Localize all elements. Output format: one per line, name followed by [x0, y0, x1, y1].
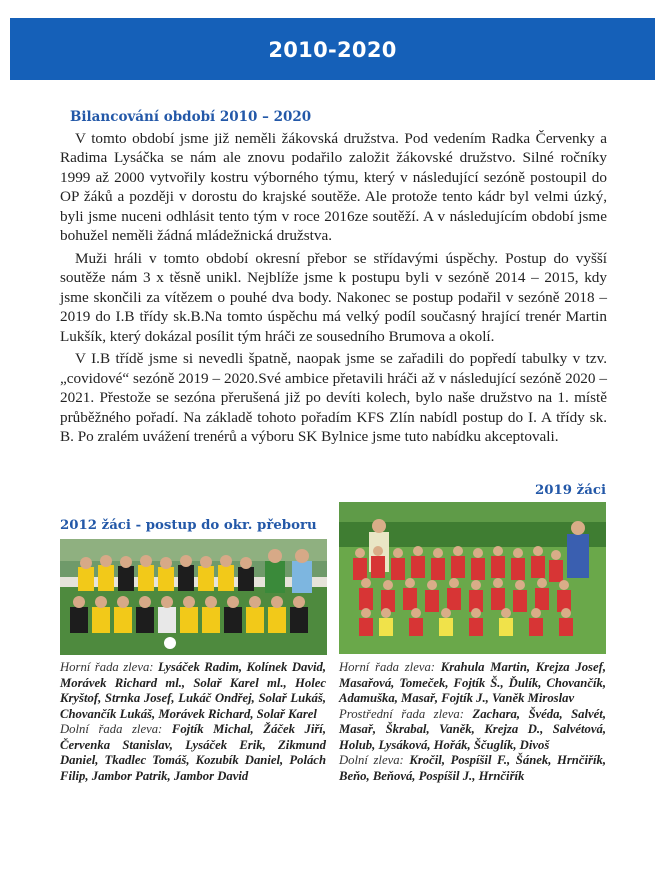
caption-row [339, 660, 606, 707]
caption-row-names: Zachara, Švéda, Salvét, Masař, Škrabal, Vaněk, Krejza D., Salvétová, Holub, Lysáková, Hořák, Ščuglík, Divoš [339, 706, 606, 752]
caption-row-label: Horní řada zleva: [339, 660, 436, 674]
caption-2012 [60, 660, 326, 784]
caption-row [60, 660, 326, 722]
paragraph: V I.B třídě jsme si nevedli špatně, naopak jsme se zařadili do popředí tabulky v tzv. „covidové“ sezóně 2019 – 2020.Své ambice přetavili hráči až v následující sezóně 2020 – 2021. Přestože se sezóna přerušená již po devíti kolech, bylo naše družstvo na 1. místě průběžného pořadí. Na základě tohoto pořadím KFS Zlín nabídl postup do I. A třídy sk. B. Po zralém uvážení trenérů a výboru SK Bylnice jsme tuto nabídku akceptovali. [60, 350, 607, 446]
article-body [60, 129, 607, 450]
paragraph: Muži hráli v tomto období okresní přebor se střídavými úspěchy. Postup do vyšší soutěže nám 3 x těsně unikl. Nejblíže jsme k postupu byli v sezóně 2014 – 2015, kdy jsme skončili za vítězem o pouhé dva body. Nakonec se postup podařil v sezóně 2018 – 2019 do I.B třídy sk.B.Na tomto úspěchu má velký podíl současný hrající trenér Martin Lukšík, který dokázal posílit tým hráči ze sousedního Brumova a okolí. [60, 249, 607, 345]
section-heading: Bilancování období 2010 – 2020 [70, 109, 312, 125]
team-photo-2012 [60, 539, 327, 655]
photo-title-2012: 2012 žáci - postup do okr. přeboru [60, 518, 317, 533]
caption-row-label: Horní řada zleva: [60, 660, 154, 674]
caption-2019 [339, 660, 606, 784]
caption-row-names: Kročil, Pospíšil F., Šánek, Hrnčiřík, Beňo, Beňová, Pospíšil J., Hrnčiřík [339, 753, 606, 783]
caption-row [60, 722, 326, 784]
caption-row-names: Krahula Martin, Krejza Josef, Masařová, Tomeček, Fojtík Š., Ďulík, Chovančík, Adamuška, Masař, Fojtík J., Vaněk Miroslav [339, 660, 607, 705]
caption-row-label: Prostřední řada zleva: [339, 706, 464, 721]
caption-row-label: Dolní zleva: [339, 753, 404, 767]
photo-title-2019: 2019 žáci [535, 483, 606, 498]
caption-row-names: Fojtík Michal, Žáček Jiří, Červenka Stanislav, Lysáček Erik, Zikmund Daniel, Tkadlec Tomáš, Kozubík Daniel, Polách Filip, Jambor Patrik, Jambor David [60, 722, 327, 783]
team-photo-2019 [339, 502, 606, 654]
caption-row [339, 753, 606, 784]
caption-row-names: Lysáček Radim, Kolínek David, Morávek Richard ml., Solař Karel ml., Holec Kryštof, Strnka Josef, Lukáč Ondřej, Solař Lukáš, Chovančík Lukáš, Morávek Richard, Solař Karel [60, 660, 327, 721]
header-band [10, 18, 655, 80]
caption-row [339, 707, 606, 754]
page-title: 2010-2020 [268, 38, 397, 62]
caption-row-label: Dolní řada zleva: [60, 722, 163, 736]
paragraph: V tomto období jsme již neměli žákovská družstva. Pod vedením Radka Červenky a Radima Lysáčka se nám ale znovu podařilo založit žákovské družstvo. Silné ročníky 1999 až 2000 vytvořily kostru výborného týmu, který v následující sezóně postoupil do OP žáků a později v dorostu do krajské soutěže. Ale protože tento kádr byl velmi úzký, byli jsme nuceni odhlásit tento tým v roce 2016ze soutěží. A v následujícím období jsme bohužel neměli žádná mládežnická družstva. [60, 130, 607, 245]
